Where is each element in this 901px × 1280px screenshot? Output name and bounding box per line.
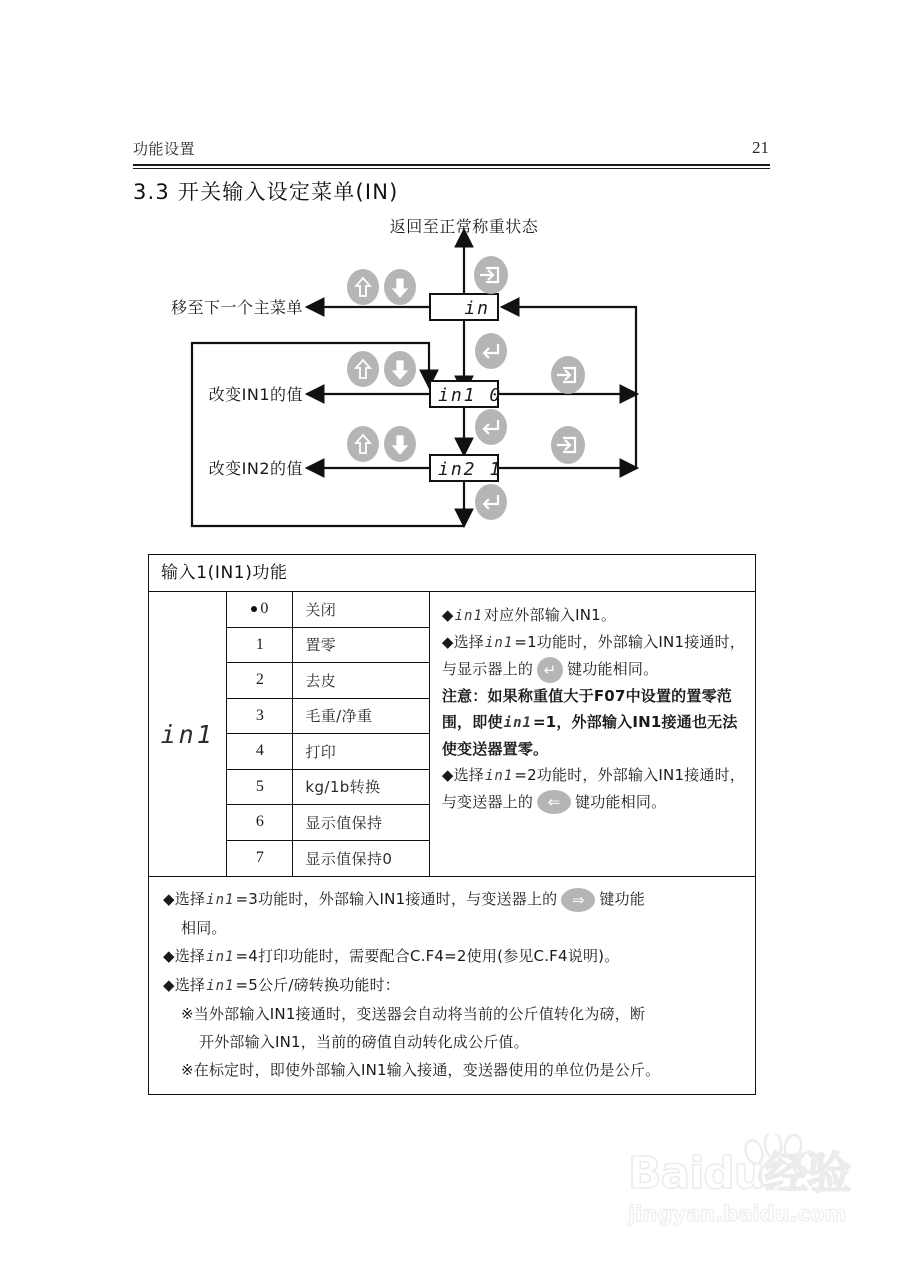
table-value-column [227,592,430,876]
row-name: 去皮 [305,671,337,690]
desc-text-8b: 键功能相同。 [575,792,667,811]
note-text-4b: =5公斤/磅转换功能时： [235,976,401,994]
exit-key-icon-3 [551,426,585,464]
table-description-cell [430,592,755,876]
note-text-1b: =3功能时，外部输入IN1接通时，与变送器上的 [235,890,558,908]
enter-key-icon: ↵ [537,657,563,683]
desc-line-3 [442,656,745,683]
diagram-left-label-2: 改变IN1的值 [208,385,303,404]
enter-key-icon-3 [475,484,507,520]
lcd-label-in1: in1 [160,719,215,749]
note-text-4a: ◆选择 [163,976,206,994]
diagram-top-label: 返回至正常称重状态 [389,217,539,236]
desc-text-2b: =1功能时，外部输入IN1接通时， [514,633,745,651]
row-value-text: 0 [260,600,269,618]
row-name: 关闭 [305,600,337,619]
diagram-left-label-3: 改变IN2的值 [208,459,303,478]
in1-function-table [148,554,756,1095]
desc-text-1: 对应外部输入IN1。 [483,606,617,624]
desc-line-4: 注意：如果称重值大于F07中设置的置零范 [441,686,732,705]
desc-line-1 [442,602,745,629]
desc-text-3a: 与显示器上的 [441,660,534,678]
table-row [227,841,429,877]
lcd-inline-in1: in1 [206,892,235,908]
up-key-icon-2 [347,351,379,387]
down-key-icon-1 [384,269,416,305]
desc-text-7a: ◆选择 [441,765,484,784]
desc-text-5a: 围，即使 [441,712,503,731]
row-name: 置零 [305,636,337,655]
lcd-inline-in1: in1 [485,635,514,651]
row-name: kg/1b转换 [305,778,381,797]
down-key-icon-3 [384,426,416,462]
lcd-inline-in1: in1 [485,767,514,784]
watermark-main-text: Baidu经验 [628,1148,851,1199]
up-key-icon-3 [347,426,379,462]
paw-print-icon [740,1134,818,1190]
row-value: 5 [227,770,293,805]
row-name: 打印 [305,742,337,761]
menu-flow-diagram [0,212,901,552]
row-value: 6 [227,805,293,840]
lcd-inline-in1: in1 [206,949,235,965]
lcd-box-in [430,294,498,320]
note-line-1 [163,885,745,914]
table-row [227,734,429,770]
row-value: 3 [227,699,293,734]
note-text-3a: ◆选择 [163,947,206,965]
svg-text:in2 1: in2 1 [438,459,503,480]
desc-text-3b: 键功能相同。 [567,660,659,678]
desc-line-8 [442,789,745,815]
diagram-left-label-1: 移至下一个主菜单 [170,298,303,317]
desc-text-7b: =2功能时，外部输入IN1接通时， [514,765,745,784]
row-value: 2 [227,663,293,698]
desc-line-2 [442,629,745,656]
header-divider [133,164,770,169]
row-value: 7 [227,841,293,877]
lcd-inline-in1: in1 [206,978,235,994]
lcd-inline-in1: in1 [454,608,483,624]
lcd-box-in1 [430,381,502,407]
row-name: 毛重/净重 [305,707,373,726]
table-row [227,592,429,628]
left-arrow-key-icon: ⇐ [537,790,571,814]
row-value [227,592,293,627]
note-line-3 [163,942,745,971]
exit-key-icon-2 [551,356,585,394]
table-row [227,770,429,806]
note-text-1a: ◆选择 [163,890,206,908]
exit-key-icon-top [474,256,508,294]
up-key-icon-1 [347,269,379,305]
table-row [227,805,429,841]
default-marker-dot [251,606,257,612]
note-line-7: ※在标定时，即使外部输入IN1输入接通，变送器使用的单位仍是公斤。 [181,1061,661,1079]
right-arrow-key-icon: ⇒ [561,888,595,912]
header-title: 功能设置 [133,140,196,158]
row-name: 显示值保持 [305,813,383,832]
row-value: 4 [227,734,293,769]
enter-key-icon-1 [475,333,507,369]
note-text-3b: =4打印功能时，需要配合C.F4=2使用(参见C.F4说明)。 [235,947,620,965]
table-row [227,699,429,735]
table-code-cell [149,592,227,876]
svg-text:in: in [464,298,490,319]
desc-text-2a: ◆选择 [441,633,484,651]
row-name: 显示值保持0 [305,849,393,868]
table-row [227,663,429,699]
desc-text-8a: 与变送器上的 [441,792,534,811]
enter-key-icon-2 [475,409,507,445]
row-value: 1 [227,628,293,663]
table-row [227,628,429,664]
lcd-inline-in1: in1 [503,714,532,731]
table-title: 输入1(IN1)功能 [149,555,755,592]
bullet-diamond-1: ◆ [441,606,454,624]
table-body [149,592,755,877]
lcd-box-in2 [430,455,502,481]
note-line-5: ※当外部输入IN1接通时，变送器会自动将当前的公斤值转化为磅，断 [181,1005,646,1023]
note-line-4 [163,971,745,1000]
down-key-icon-2 [384,351,416,387]
desc-line-7 [442,762,745,789]
note-line-2: 相同。 [181,919,227,937]
notes-section [149,877,755,1094]
page-header [133,138,769,164]
watermark-sub-text: jingyan.baidu.com [628,1202,847,1226]
desc-line-6: 使变送器置零。 [441,739,549,758]
note-line-6: 开外部输入IN1，当前的磅值自动转化成公斤值。 [199,1033,529,1051]
svg-text:in1 0: in1 0 [438,385,503,406]
section-title: 3.3 开关输入设定菜单(IN) [133,180,399,204]
desc-text-5b: =1，外部输入IN1接通也无法 [532,712,738,731]
note-text-1c: 键功能 [599,890,645,908]
page-number: 21 [752,138,769,157]
desc-line-5 [442,709,745,736]
baidu-watermark [628,1148,883,1240]
